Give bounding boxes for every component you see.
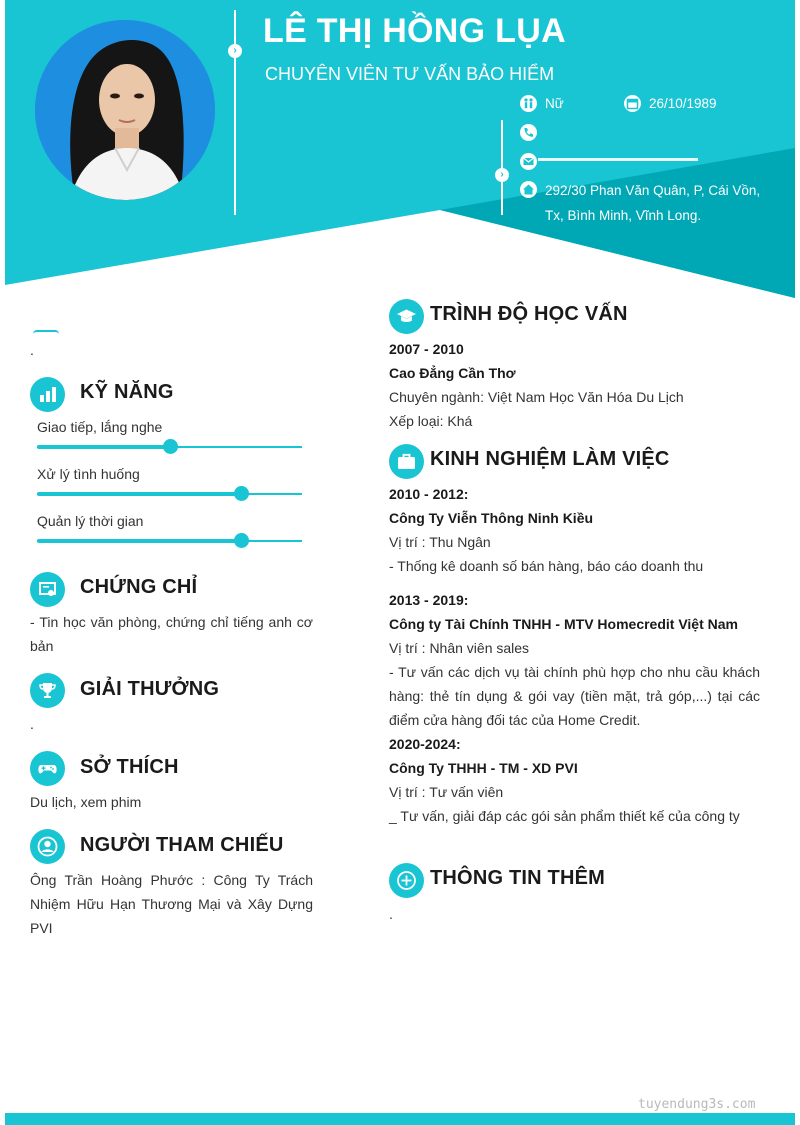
user-icon	[30, 829, 65, 864]
education-major: Chuyên ngành: Việt Nam Học Văn Hóa Du Lịch	[389, 389, 684, 405]
skill-label: Xử lý tình huống	[37, 466, 140, 482]
section-title-awards: GIẢI THƯỞNG	[80, 678, 220, 700]
section-icon-partial	[33, 330, 59, 334]
skill-level-knob	[234, 486, 249, 501]
redaction-mark	[538, 158, 698, 161]
phone-icon	[520, 124, 537, 141]
hobbies-text: Du lịch, xem phim	[30, 794, 142, 810]
objective-text: .	[30, 342, 34, 358]
section-title-references: NGƯỜI THAM CHIẾU	[80, 834, 284, 856]
job-position: Vị trí : Nhân viên sales	[389, 640, 530, 656]
certificate-text: - Tin học văn phòng, chứng chỉ tiếng anh cơ	[30, 614, 313, 630]
section-title-extra-info: THÔNG TIN THÊM	[430, 867, 606, 889]
timeline-line	[234, 10, 236, 215]
education-grade: Xếp loại: Khá	[389, 413, 473, 429]
job-description: - Tư vấn các dịch vụ tài chính phù hợp cho nhu cầu khách	[389, 664, 760, 680]
email-icon	[520, 153, 537, 170]
section-title-skills: KỸ NĂNG	[80, 381, 174, 403]
education-school: Cao Đẳng Cần Thơ	[389, 365, 516, 381]
skill-bar-fill	[37, 445, 170, 449]
address-line: 292/30 Phan Văn Quân, P, Cái Vồn,	[545, 183, 761, 198]
calendar-icon	[624, 95, 641, 112]
candidate-role: CHUYÊN VIÊN TƯ VẤN BẢO HIỂM	[265, 64, 555, 84]
skill-level-knob	[163, 439, 178, 454]
extra-info-text: .	[389, 906, 393, 922]
job-position: Vị trí : Thu Ngân	[389, 534, 491, 550]
graduation-cap-icon	[389, 299, 424, 334]
home-icon	[520, 181, 537, 198]
briefcase-icon	[389, 444, 424, 479]
footer-bar	[5, 1113, 795, 1125]
job-description: điểm cửa hàng đối tác của Home Credit.	[389, 712, 641, 728]
skill-level-knob	[234, 533, 249, 548]
gender-icon	[520, 95, 537, 112]
skill-label: Giao tiếp, lắng nghe	[37, 419, 163, 435]
skill-label: Quản lý thời gian	[37, 513, 144, 529]
section-title-education: TRÌNH ĐỘ HỌC VẤN	[430, 303, 628, 325]
job-period: 2010 - 2012:	[389, 486, 469, 502]
job-company: Công Ty THHH - TM - XD PVI	[389, 760, 578, 776]
job-description: - Thống kê doanh số bán hàng, báo cáo doanh thu	[389, 558, 704, 574]
watermark-text: tuyendung3s.com	[638, 1097, 756, 1112]
skill-bar-fill	[37, 492, 241, 496]
job-period: 2020-2024:	[389, 736, 461, 752]
job-description: hàng: thẻ tín dụng & gói vay (tiền mặt, trả góp,...) tại các	[389, 688, 760, 704]
gender-value: Nữ	[545, 96, 564, 111]
gamepad-icon	[30, 751, 65, 786]
job-description: _ Tư vấn, giải đáp các gói sản phẩm thiết kế của công ty	[389, 808, 740, 824]
chevron-right-icon: ›	[228, 44, 242, 58]
birthday-value: 26/10/1989	[649, 96, 717, 111]
section-title-hobbies: SỞ THÍCH	[80, 756, 179, 778]
section-title-certificates: CHỨNG CHỈ	[80, 576, 198, 598]
job-position: Vị trí : Tư vấn viên	[389, 784, 504, 800]
reference-text: Nhiệm Hữu Hạn Thương Mại và Xây Dựng	[30, 896, 313, 912]
certificate-icon	[30, 572, 65, 607]
trophy-icon	[30, 673, 65, 708]
profile-photo	[35, 20, 215, 200]
skill-bar-fill	[37, 539, 241, 543]
cv-header	[0, 0, 800, 300]
reference-text: Ông Trần Hoàng Phước : Công Ty Trách	[30, 872, 313, 888]
job-company: Công Ty Viễn Thông Ninh Kiều	[389, 510, 594, 526]
education-period: 2007 - 2010	[389, 341, 464, 357]
awards-text: .	[30, 716, 34, 732]
reference-text: PVI	[30, 920, 53, 936]
bar-chart-icon	[30, 377, 65, 412]
certificate-text: bản	[30, 638, 54, 654]
candidate-name: LÊ THỊ HỒNG LỤA	[263, 12, 566, 50]
job-period: 2013 - 2019:	[389, 592, 469, 608]
section-title-experience: KINH NGHIỆM LÀM VIỆC	[430, 448, 670, 470]
plus-circle-icon	[389, 863, 424, 898]
job-company: Công ty Tài Chính TNHH - MTV Homecredit Việt Nam	[389, 616, 738, 632]
chevron-right-icon: ›	[495, 168, 509, 182]
address-line: Tx, Bình Minh, Vĩnh Long.	[545, 208, 702, 223]
